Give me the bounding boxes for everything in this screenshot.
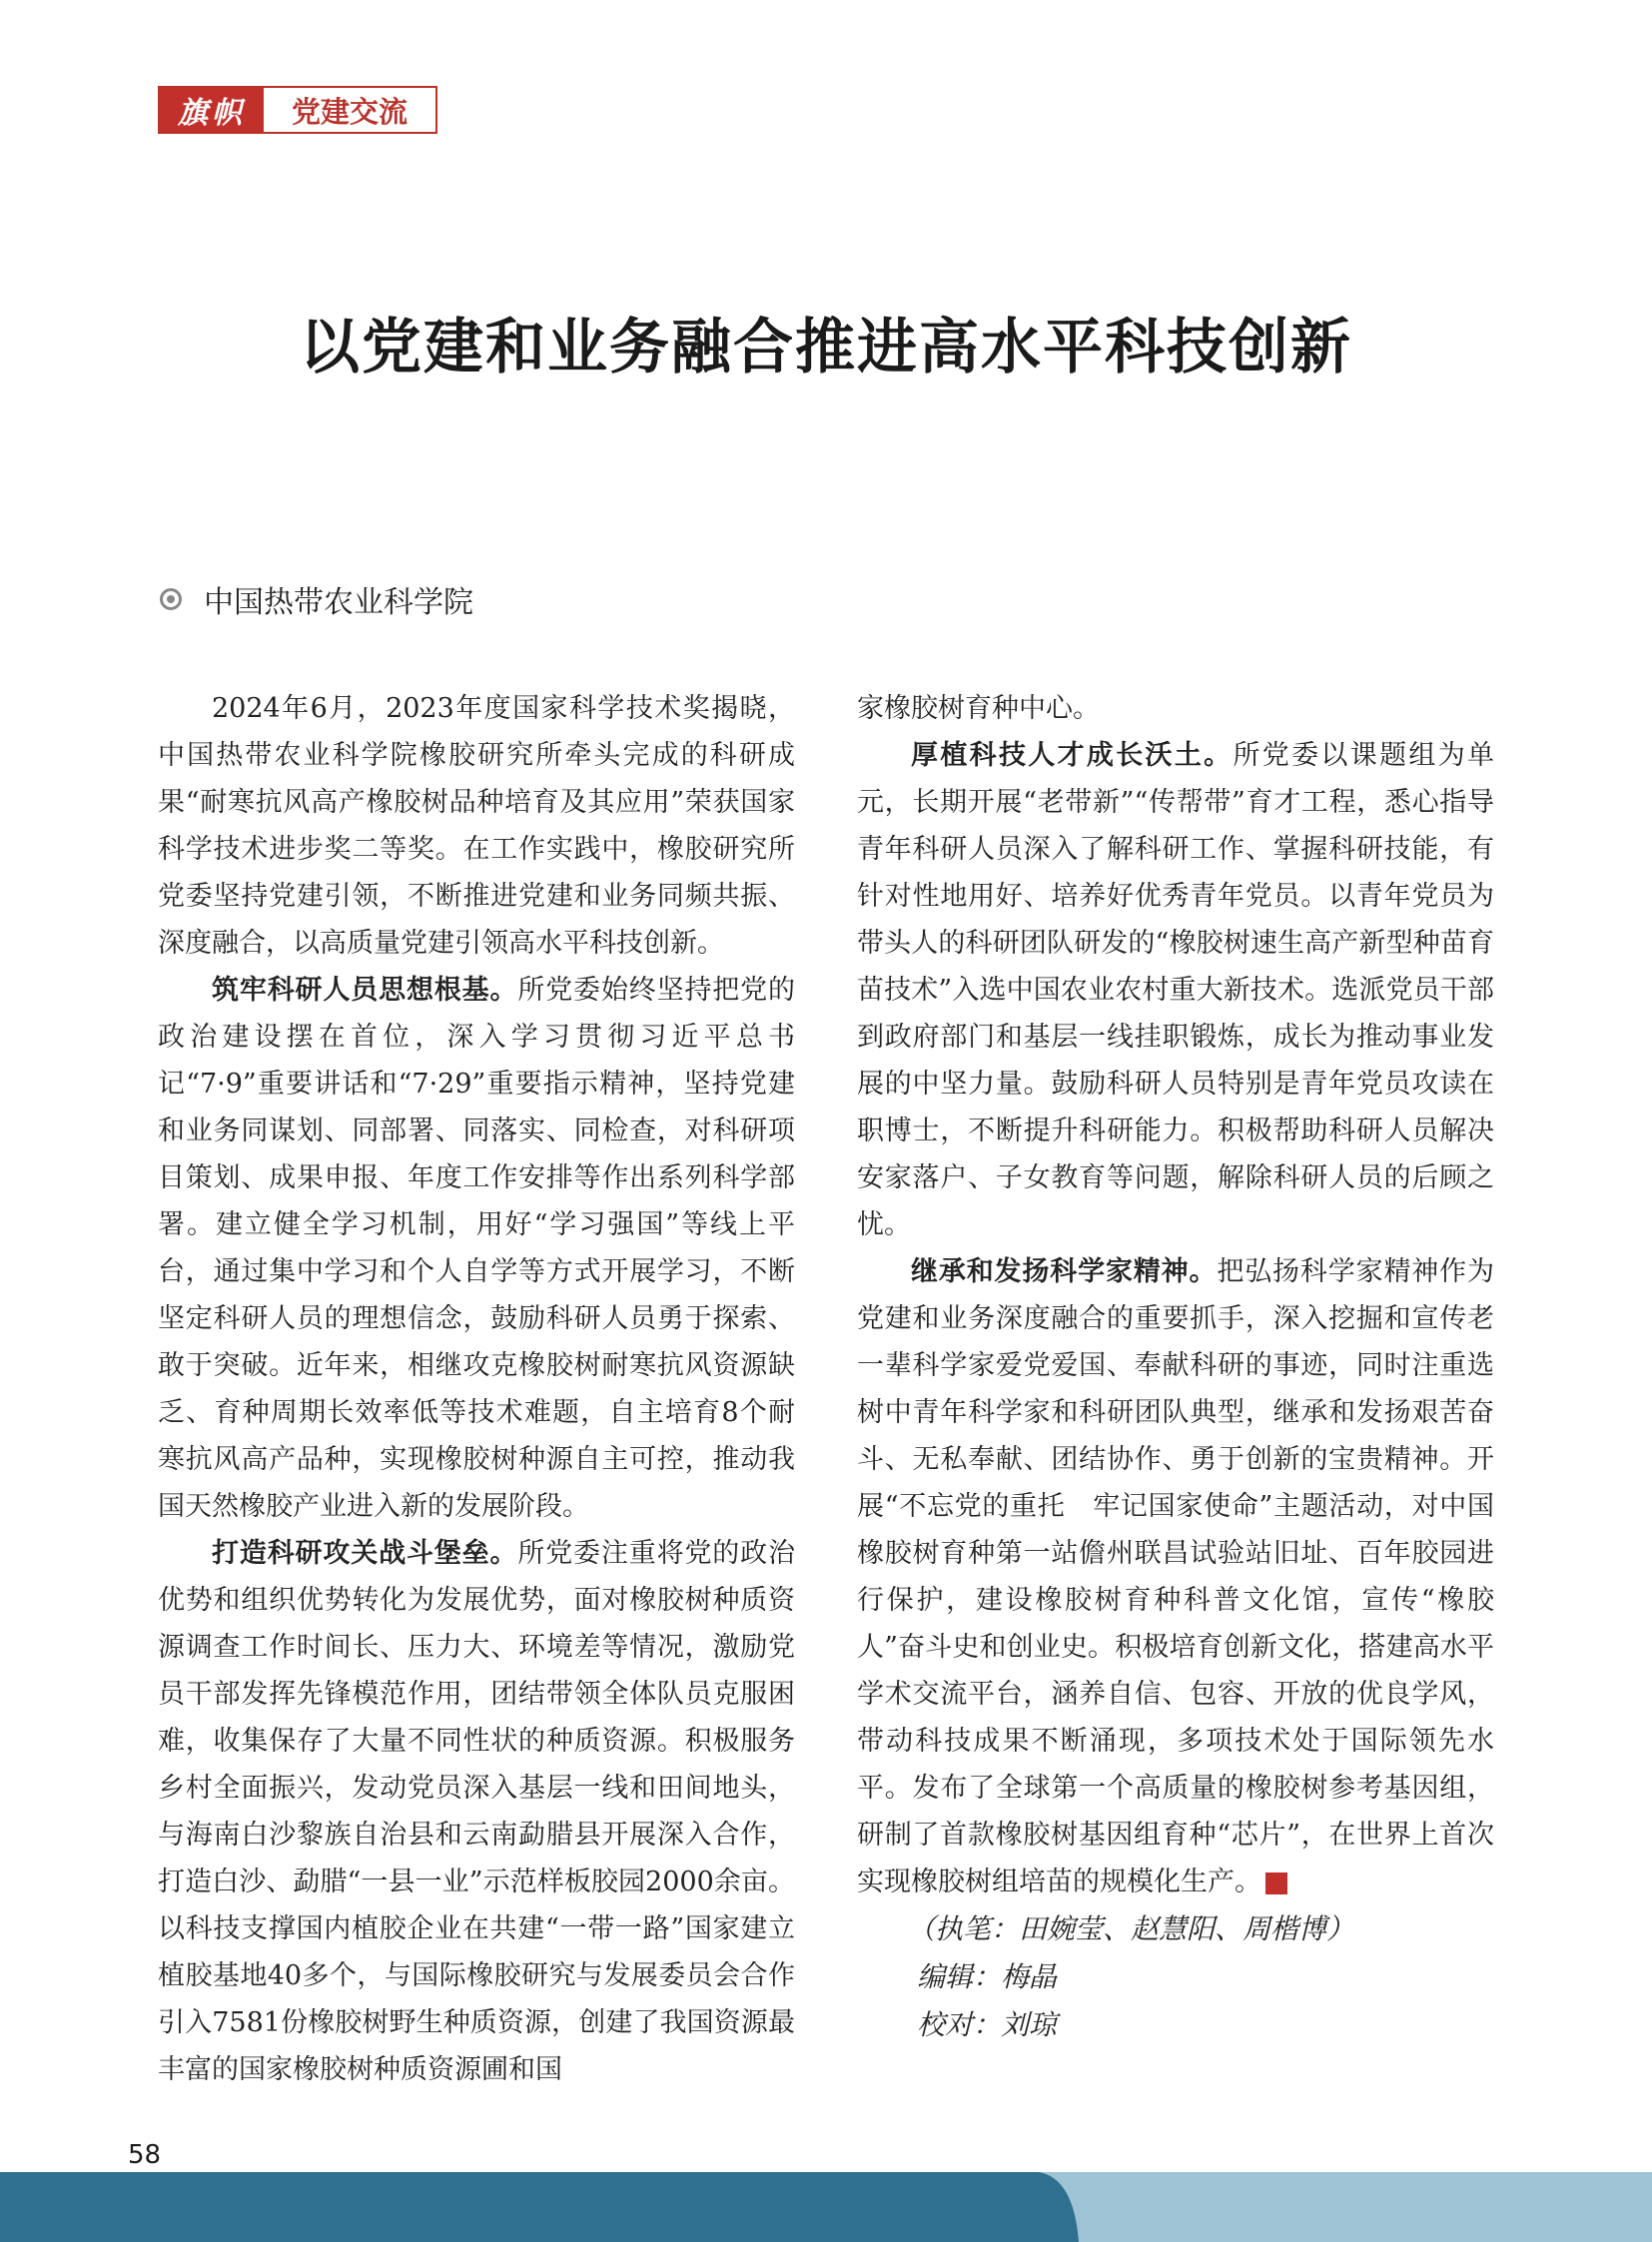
paragraph xyxy=(857,732,1494,1248)
paragraph-continuation: 家橡胶树育种中心。 xyxy=(857,693,1100,724)
paragraph xyxy=(857,1248,1494,1905)
bullseye-icon xyxy=(160,588,182,610)
right-column xyxy=(857,685,1494,2049)
author-line xyxy=(160,577,473,621)
paragraph-lead: 筑牢科研人员思想根基。 xyxy=(212,975,518,1006)
left-column xyxy=(158,685,795,2093)
author-name: 中国热带农业科学院 xyxy=(204,585,473,620)
magazine-logo: 旗帜 xyxy=(160,88,264,132)
paragraph-lead: 打造科研攻关战斗堡垒。 xyxy=(212,1538,518,1569)
paragraph-text: 所党委以课题组为单元，长期开展“老带新”“传帮带”育才工程，悉心指导青年科研人员深入了解科研工作、掌握科研技能，有针对性地用好、培养好优秀青年党员。以青年党员为带头人的科研团队研发的“橡胶树速生高产新型种苗育苗技术”入选中国农业农村重大新技术。选派党员干部到政府部门和基层一线挂职锻炼，成长为推动事业发展的中坚力量。鼓励科研人员特别是青年党员攻读在职博士，不断提升科研能力。积极帮助科研人员解决安家落户、子女教育等问题，解除科研人员的后顾之忧。 xyxy=(857,740,1495,1240)
section-badge xyxy=(158,86,437,134)
footer-band-dark xyxy=(0,2172,1079,2242)
paragraph-text: 所党委始终坚持把党的政治建设摆在首位，深入学习贯彻习近平总书记“7·9”重要讲话和“7·29”重要指示精神，坚持党建和业务同谋划、同部署、同落实、同检查，对科研项目策划、成果申报、年度工作安排等作出系列科学部署。建立健全学习机制，用好“学习强国”等线上平台，通过集中学习和个人自学等方式开展学习，不断坚定科研人员的理想信念，鼓励科研人员勇于探索、敢于突破。近年来，相继攻克橡胶树耐寒抗风资源缺乏、育种周期长效率低等技术难题，自主培育8个耐寒抗风高产品种，实现橡胶树种源自主可控，推动我国天然橡胶产业进入新的发展阶段。 xyxy=(158,975,796,1522)
page-number: 58 xyxy=(128,2140,162,2170)
paragraph xyxy=(158,967,795,1530)
paragraph-text: 2024年6月，2023年度国家科学技术奖揭晓，中国热带农业科学院橡胶研究所牵头完成的科研成果“耐寒抗风高产橡胶树品种培育及其应用”荣获国家科学技术进步奖二等奖。在工作实践中，橡胶研究所党委坚持党建引领，不断推进党建和业务同频共振、深度融合，以高质量党建引领高水平科技创新。 xyxy=(158,693,795,959)
editor-credit: 编辑：梅晶 xyxy=(917,1960,1058,1993)
article-title: 以党建和业务融合推进高水平科技创新 xyxy=(300,313,1352,382)
paragraph xyxy=(158,1530,795,2093)
paragraph-text: 所党委注重将党的政治优势和组织优势转化为发展优势，面对橡胶树种质资源调查工作时间长、压力大、环境差等情况，激励党员干部发挥先锋模范作用，团结带领全体队员克服困难，收集保存了大量不同性状的种质资源。积极服务乡村全面振兴，发动党员深入基层一线和田间地头，与海南白沙黎族自治县和云南勐腊县开展深入合作，打造白沙、勐腊“一县一业”示范样板胶园2000余亩。以科技支撑国内植胶企业在共建“一带一路”国家建立植胶基地40多个，与国际橡胶研究与发展委员会合作引入7581份橡胶树野生种质资源，创建了我国资源最丰富的国家橡胶树种质资源圃和国 xyxy=(158,1538,796,2085)
paragraph-lead: 继承和发扬科学家精神。 xyxy=(911,1256,1218,1287)
paragraph-text: 把弘扬科学家精神作为党建和业务深度融合的重要抓手，深入挖掘和宣传老一辈科学家爱党爱国、奉献科研的事迹，同时注重选树中青年科学家和科研团队典型，继承和发扬艰苦奋斗、无私奉献、团结协作、勇于创新的宝贵精神。开展“不忘党的重托 牢记国家使命”主题活动，对中国橡胶树育种第一站儋州联昌试验站旧址、百年胶园进行保护，建设橡胶树育种科普文化馆，宣传“橡胶人”奋斗史和创业史。积极培育创新文化，搭建高水平学术交流平台，涵养自信、包容、开放的优良学风，带动科技成果不断涌现，多项技术处于国际领先水平。发布了全球第一个高质量的橡胶树参考基因组，研制了首款橡胶树基因组育种“芯片”，在世界上首次实现橡胶树组培苗的规模化生产。 xyxy=(857,1256,1495,1897)
paragraph-lead: 厚植科技人才成长沃土。 xyxy=(911,740,1234,771)
proofreader-credit: 校对：刘琼 xyxy=(917,2008,1058,2041)
writers-credit: （执笔：田婉莹、赵慧阳、周楷博） xyxy=(907,1912,1355,1945)
section-label: 党建交流 xyxy=(264,88,435,132)
credits xyxy=(857,1905,1494,2049)
paragraph xyxy=(158,685,795,967)
footer-band xyxy=(0,2172,1652,2242)
end-mark-icon xyxy=(1265,1872,1287,1894)
